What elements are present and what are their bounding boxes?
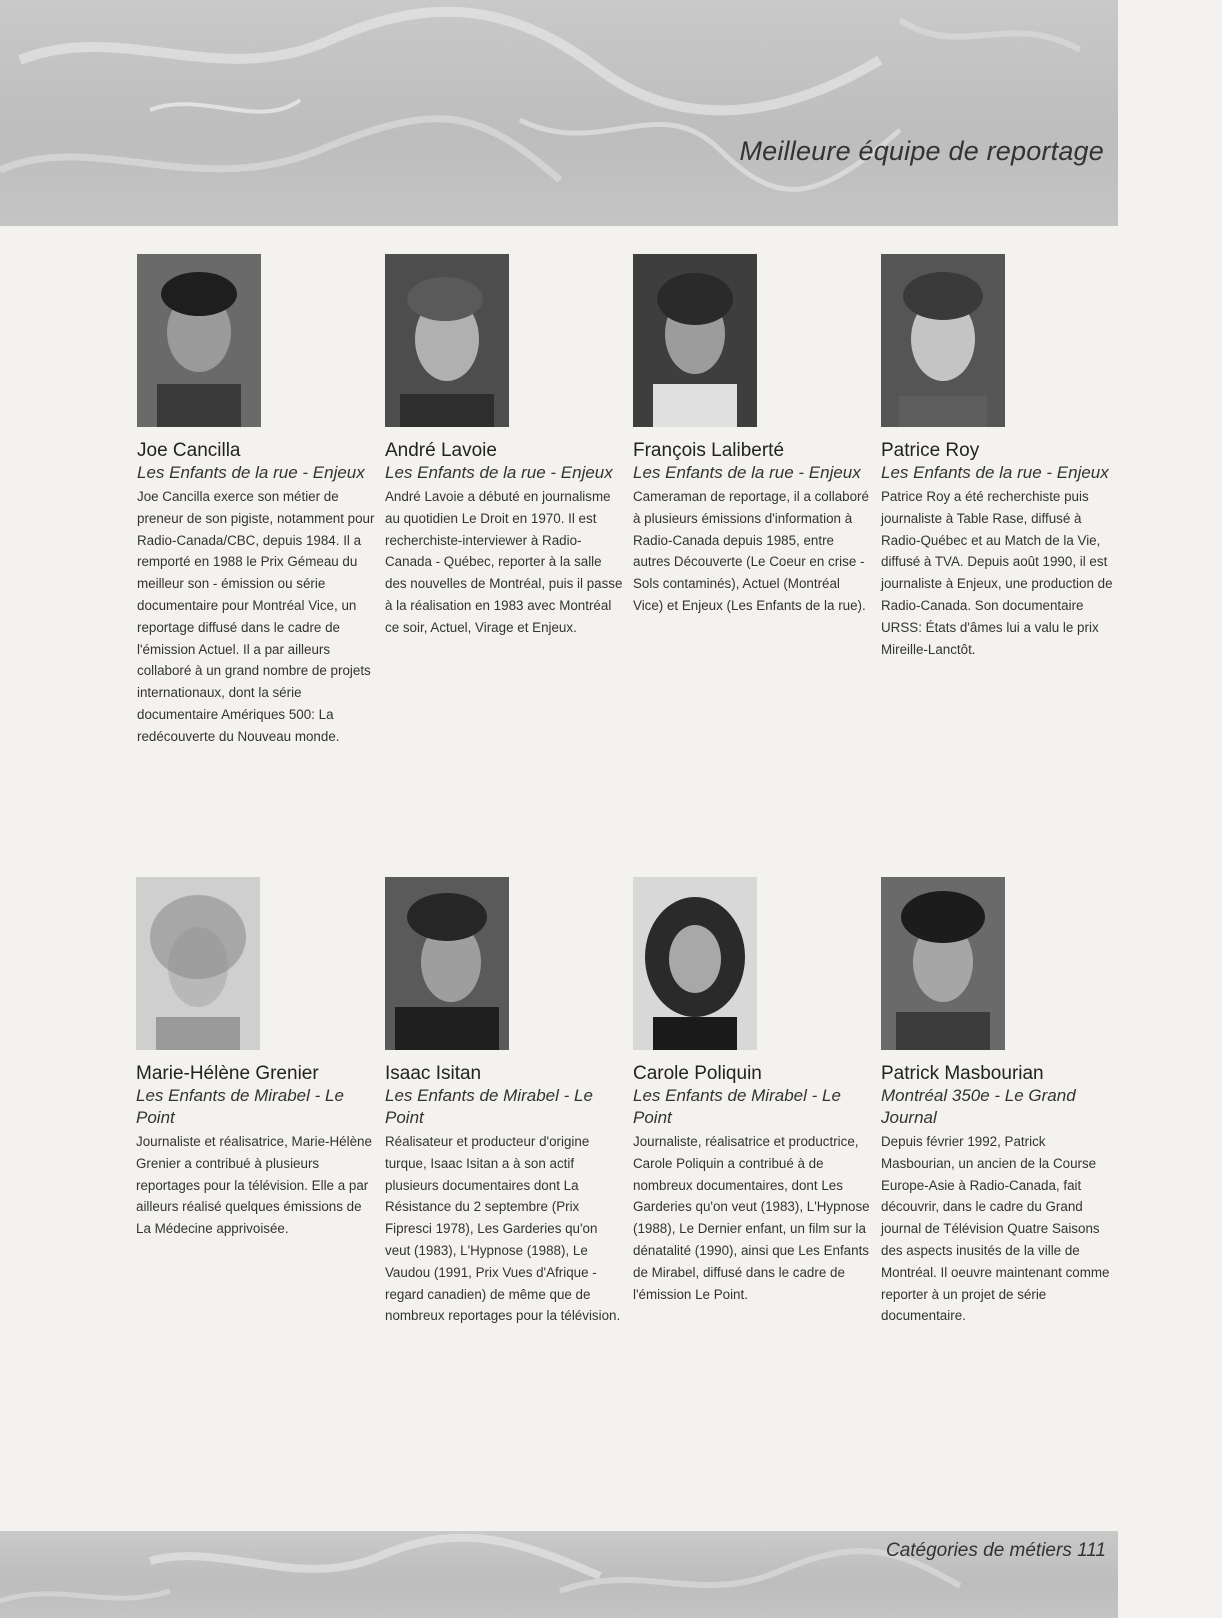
person-name: François Laliberté bbox=[633, 440, 785, 461]
program-title: Les Enfants de la rue - Enjeux bbox=[137, 463, 365, 482]
portrait-photo bbox=[137, 254, 261, 427]
program-title: Les Enfants de Mirabel - Le Point bbox=[385, 1086, 593, 1127]
footer-banner bbox=[0, 1531, 1118, 1618]
profile-card bbox=[137, 254, 377, 748]
person-bio: Cameraman de reportage, il a collaboré à plusieurs émissions d'information à Radio-Canada depuis 1985, entre autres Découverte (Le Coeur en crise - Sols contaminés), Actuel (Montréal Vice) et Enjeux (Les Enfants de la rue). bbox=[633, 489, 869, 613]
portrait-photo bbox=[385, 254, 509, 427]
person-name: Carole Poliquin bbox=[633, 1063, 762, 1084]
person-name: André Lavoie bbox=[385, 440, 497, 461]
person-bio: Réalisateur et producteur d'origine turque, Isaac Isitan a à son actif plusieurs documentaires dont La Résistance du 2 septembre (Prix Fipresci 1978), Les Garderies qu'on veut (1983), L'Hypnose (1988), Le Vaudou (1991, Prix Vues d'Afrique - regard canadien) de même que de nombreux reportages pour la télévision. bbox=[385, 1134, 621, 1324]
person-bio: Joe Cancilla exerce son métier de preneur de son pigiste, notamment pour Radio-Canada/CBC, depuis 1984. Il a remporté en 1988 le Prix Gémeau du meilleur son - émission ou série documentaire pour Montréal Vice, un reportage diffusé dans le cadre de l'émission Actuel. Il a par ailleurs collaboré à un grand nombre de projets internationaux, dont la série documentaire Amériques 500: La redécouverte du Nouveau monde. bbox=[137, 489, 375, 744]
marble-texture bbox=[0, 0, 1118, 226]
profile-card bbox=[633, 877, 873, 1305]
portrait-photo bbox=[136, 877, 260, 1050]
program-title: Montréal 350e - Le Grand Journal bbox=[881, 1086, 1076, 1127]
person-name: Patrice Roy bbox=[881, 440, 980, 461]
portrait-photo bbox=[633, 254, 757, 427]
profile-card bbox=[136, 877, 376, 1240]
portrait-photo bbox=[881, 877, 1005, 1050]
profile-card bbox=[881, 877, 1121, 1327]
program-title: Les Enfants de Mirabel - Le Point bbox=[136, 1086, 344, 1127]
portrait-photo bbox=[385, 877, 509, 1050]
person-name: Marie-Hélène Grenier bbox=[136, 1063, 319, 1084]
person-bio: André Lavoie a débuté en journalisme au quotidien Le Droit en 1970. Il est recherchiste-interviewer à Radio-Canada - Québec, reporter à la salle des nouvelles de Montréal, puis il passe à la réalisation en 1983 avec Montréal ce soir, Actuel, Virage et Enjeux. bbox=[385, 489, 623, 635]
footer-text: Catégories de métiers 111 bbox=[885, 1540, 1106, 1561]
profile-card bbox=[633, 254, 873, 617]
program-title: Les Enfants de Mirabel - Le Point bbox=[633, 1086, 841, 1127]
program-title: Les Enfants de la rue - Enjeux bbox=[633, 463, 861, 482]
header-banner bbox=[0, 0, 1118, 226]
portrait-photo bbox=[633, 877, 757, 1050]
person-bio: Patrice Roy a été recherchiste puis journaliste à Table Rase, diffusé à Radio-Québec et au Match de la Vie, diffusé à TVA. Depuis août 1990, il est journaliste à Enjeux, une production de Radio-Canada. Son documentaire URSS: États d'âmes lui a valu le prix Mireille-Lanctôt. bbox=[881, 489, 1113, 657]
portrait-photo bbox=[881, 254, 1005, 427]
person-name: Joe Cancilla bbox=[137, 440, 241, 461]
profile-card bbox=[385, 254, 625, 639]
person-bio: Depuis février 1992, Patrick Masbourian, un ancien de la Course Europe-Asie à Radio-Canada, fait découvrir, dans le cadre du Grand journal de Télévision Quatre Saisons des aspects inusités de la ville de Montréal. Il oeuvre maintenant comme reporter à un projet de série documentaire. bbox=[881, 1134, 1110, 1324]
program-title: Les Enfants de la rue - Enjeux bbox=[385, 463, 613, 482]
person-name: Isaac Isitan bbox=[385, 1063, 482, 1084]
profile-card bbox=[385, 877, 625, 1327]
program-title: Les Enfants de la rue - Enjeux bbox=[881, 463, 1109, 482]
section-title: Meilleure équipe de reportage bbox=[739, 136, 1104, 166]
person-bio: Journaliste, réalisatrice et productrice, Carole Poliquin a contribué à de nombreux documentaires, dont Les Garderies qu'on veut (1983), L'Hypnose (1988), Le Dernier enfant, un film sur la dénatalité (1990), ainsi que Les Enfants de Mirabel, diffusé dans le cadre de l'émission Le Point. bbox=[633, 1134, 870, 1302]
person-bio: Journaliste et réalisatrice, Marie-Hélène Grenier a contribué à plusieurs reportages pour la télévision. Elle a par ailleurs réalisé quelques émissions de La Médecine apprivoisée. bbox=[136, 1134, 372, 1237]
profile-card bbox=[881, 254, 1121, 660]
person-name: Patrick Masbourian bbox=[881, 1063, 1044, 1084]
